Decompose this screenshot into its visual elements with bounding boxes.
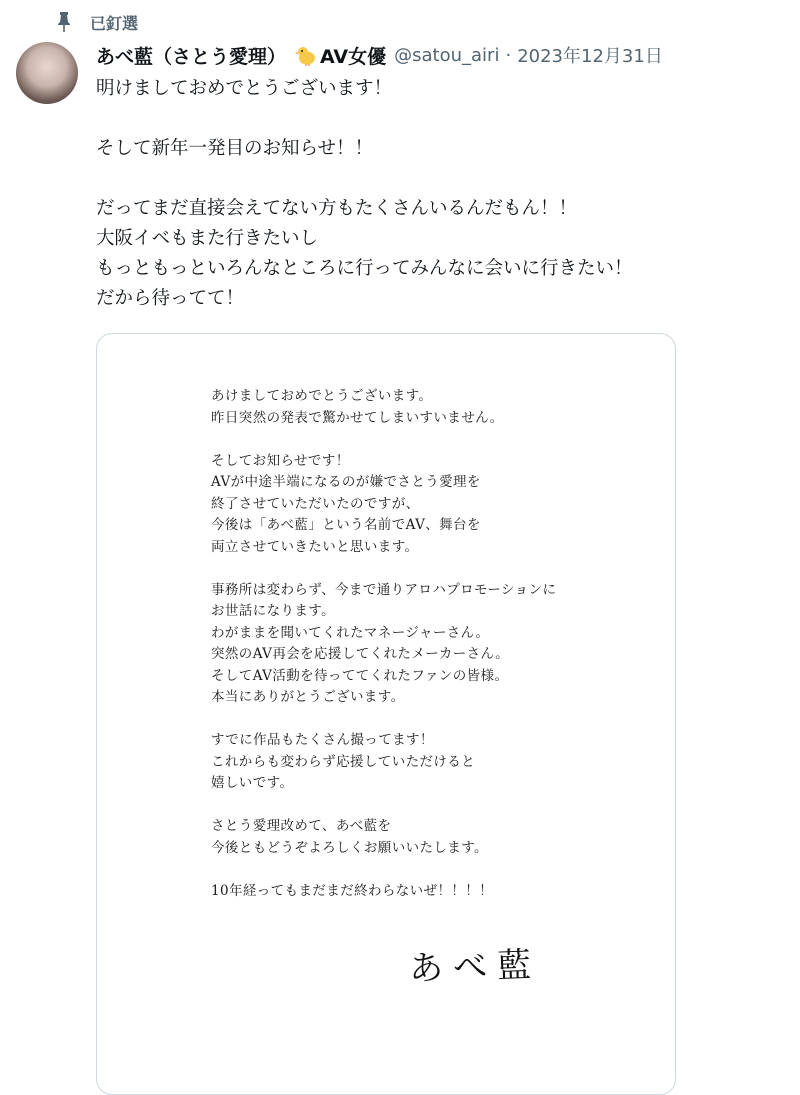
tweet-image[interactable]: [96, 333, 676, 1095]
pinned-label: 已釘選: [90, 13, 139, 33]
letter-line: あけましておめでとうございます。: [211, 388, 433, 404]
letter-signature: あべ藍: [408, 944, 542, 990]
tweet-line: だってまだ直接会えてない方もたくさんいるんだもん！！: [96, 198, 578, 219]
separator-dot: ·: [505, 44, 512, 66]
letter-line: 今後ともどうぞよろしくお願いいたします。: [211, 839, 488, 856]
user-handle[interactable]: @satou_airi: [394, 44, 500, 66]
letter-line: そしてお知らせです！: [211, 452, 350, 469]
tweet-line: もっともっといろんなところに行ってみんなに会いに行きたい！: [96, 258, 633, 279]
avatar[interactable]: [16, 42, 78, 104]
letter-line: 事務所は変わらず、今まで通りアロハプロモーションに: [211, 581, 557, 598]
tweet-date[interactable]: 2023年12月31日: [517, 46, 663, 67]
handwritten-letter: [211, 386, 651, 902]
letter-line: 両立させていきたいと思います。: [211, 538, 419, 555]
tweet-text: [96, 74, 776, 314]
letter-line: そしてAV活動を待っててくれたファンの皆様。: [211, 667, 509, 684]
letter-line: 10年経ってもまだまだ終わらないぜ！！！！: [211, 882, 494, 899]
letter-line: AVが中途半端になるのが嫌でさとう愛理を: [211, 474, 481, 490]
letter-line: すでに作品もたくさん撮ってます！: [211, 732, 434, 748]
letter-line: これからも変わらず応援していただけると: [211, 753, 476, 770]
letter-line: わがままを聞いてくれたマネージャーさん。: [211, 624, 490, 641]
letter-line: さとう愛理改めて、あべ藍を: [211, 818, 392, 834]
display-name-suffix[interactable]: AV女優: [320, 45, 387, 68]
letter-line: 昨日突然の発表で驚かせてしまいすいません。: [211, 409, 504, 426]
tweet-header: [96, 40, 663, 70]
letter-line: お世話になります。: [211, 603, 336, 619]
tweet-line: 大阪イベもまた行きたいし: [96, 228, 319, 249]
chick-icon: [294, 43, 318, 67]
pinned-indicator: [56, 10, 138, 34]
tweet-line: だから待ってて！: [96, 288, 245, 309]
letter-line: 今後は「あべ藍」という名前でAV、舞台を: [211, 517, 481, 533]
tweet-line: 明けましておめでとうございます！: [96, 78, 393, 99]
letter-line: 終了させていただいたのですが、: [211, 495, 420, 512]
display-name[interactable]: あべ藍（さとう愛理）: [96, 45, 287, 68]
letter-line: 本当にありがとうございます。: [211, 689, 405, 705]
letter-line: 嬉しいです。: [211, 775, 294, 791]
pin-icon: [56, 12, 72, 32]
letter-line: 突然のAV再会を応援してくれたメーカーさん。: [211, 646, 510, 662]
tweet-line: そして新年一発目のお知らせ！！: [96, 138, 373, 159]
